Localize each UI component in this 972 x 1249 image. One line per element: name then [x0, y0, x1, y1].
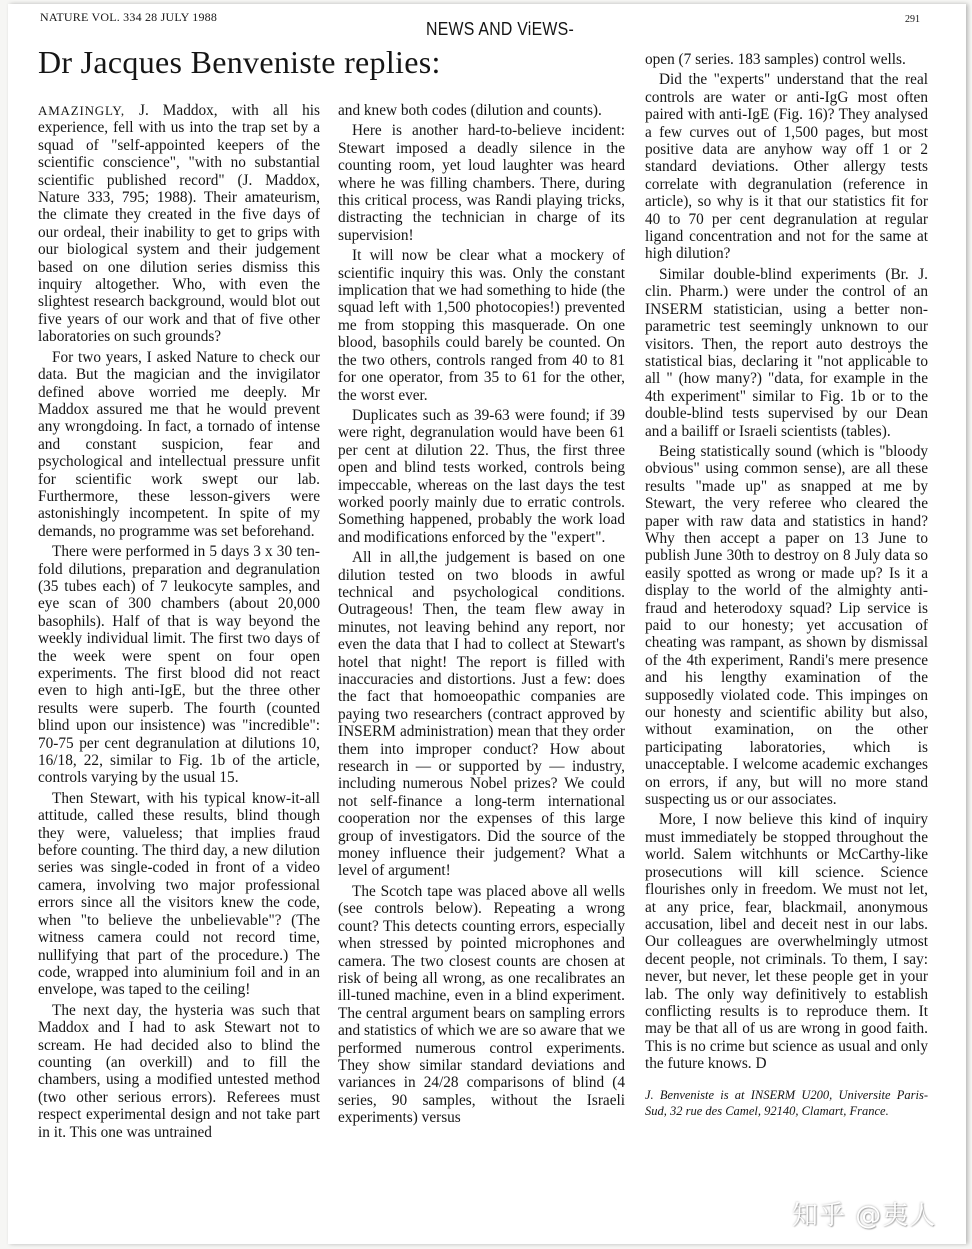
journal-header: NATURE VOL. 334 28 JULY 1988 — [40, 10, 218, 24]
paragraph: There were performed in 5 days 3 x 30 ten-fold dilutions, preparation and degranulation (35 tubes each) of 7 leukocyte samples, and eye scan of 300 chambers (about 20,000 basophils). Half of that is way beyond the weekly individual limit. The first two days of the week were spent on four open experiments. The first blood did not react even to high anti-IgE, but the three other results were superb. The fourth (counted blind upon our insistence) was "incredible": 70-75 per cent degranulation at dilutions 10, 16/18, 22, similar to Fig. 1b of the article, controls varying by the usual 15. — [38, 543, 320, 787]
paragraph: It will now be clear what a mockery of scientific inquiry this was. Only the constant implication that we had something to hide (the squad left with 1,500 photocopies!) prevented me from stopping this masquerade. On one blood, basophils could barely be counted. On the two others, controls ranged from 40 to 81 for one operator, from 35 to 61 for the other, the worst ever. — [338, 247, 625, 404]
page-number: 291 — [905, 14, 920, 25]
paragraph: Being statistically sound (which is "bloody obvious" using common sense), are all these results "made up" as snapped at me by Stewart, the very referee who cleared the paper with raw data and statistics in hand? Why then accept a paper on 13 June to publish June 30th to destroy on 8 July data so easily spotted as wrong or made up? Is it a display to the world of the almighty anti-fraud and heterodoxy squad? Lip service is paid to our honesty; yet accusation of cheating was rampant, as shown by dismissal of the 4th experiment, Randi's mere presence and his lengthy examination of the supposedly violated code. This impinges on our honesty and scientific ability but also, without examination, on the other participating laboratories, which is unacceptable. I welcome academic exchanges on errors, if any, but will no more stand suspecting us or our associates. — [645, 442, 928, 809]
paragraph: For two years, I asked Nature to check our data. But the magician and the invigilator defined above worried me deeply. Mr Maddox assured me that he would prevent any wrongdoing. In fact, a tornado of intense and constant suspicion, fear and psychological and intellectual pressure unfit for scientific work swept our lab. Furthermore, these lesson-givers were astonishingly incompetent. In spite of my demands, no programme was set beforehand. — [38, 348, 320, 540]
paragraph: The Scotch tape was placed above all wells (see controls below). Repeating a wrong count? This detects counting errors, especially when stressed by pointed microphones and camera. The two closest counts are chosen at risk of being all wrong, as one recalibrates an ill-tuned machine, even in a blind experiment. The central argument bears on sampling errors and statistics of which we are so aware that we performed numerous control experiments. They show similar standard deviations and variances in 24/28 comparisons of blind (4 series, 90 samples, without the Israeli experiments) versus — [338, 882, 625, 1127]
column-2 — [338, 102, 625, 1130]
paragraph: More, I now believe this kind of inquiry must immediately be stopped throughout the world. Salem witchhunts or McCarthy-like prosecutions will kill science. Science flourishes only in freedom. We must not let, at any price, fear, blackmail, anonymous accusation, libel and deceit nest in our labs. Our colleagues are overwhelmingly utmost decent people, not criminals. To them, I say: never, but never, let these people get in your lab. The only way definitively to establish conflicting results is to reproduce them. It may be that all of us are wrong in good faith. This is no crime but science as usual and only the future knows. D — [645, 811, 928, 1073]
paragraph: Did the "experts" understand that the real controls are water or anti-IgG most often paired with anti-IgE (Fig. 16)? They analysed a few curves out of 1,500 pages, but most positive data are anyhow way off 1 or 2 standard deviations. Other allergy tests correlate with degranulation (reference in article), so why is it that our statistics fit for 40 to 70 per cent degranulation at regular ligand concentration and not for the same at high dilution? — [645, 71, 928, 263]
column-3 — [645, 51, 928, 1119]
paragraph: The next day, the hysteria was such that Maddox and I had to ask Stewart not to scream. He had decided also to blind the counting (an overkill) and to fill the chambers, using a modified untested method (two other serious errors). Referees must respect experimental design and not take part in it. This one was untrained — [38, 1001, 320, 1141]
paragraph: Here is another hard-to-believe incident: Stewart imposed a deadly silence in the counting room, yet loud laughter was heard where he was filling chambers. There, during this critical process, was Randi playing tricks, distracting the technician in charge of its supervision! — [338, 122, 625, 244]
author-affiliation: J. Benveniste is at INSERM U200, Universite Paris-Sud, 32 rue des Camel, 92140, Clamart, France. — [645, 1087, 928, 1118]
paragraph: Duplicates such as 39-63 were found; if 39 were right, degranulation would have been 61 per cent at dilution 22. Thus, the first three open and blind tests worked, controls being impeccable, whereas on the last days the test worked poorly mainly due to erratic controls. Something happened, probably the work load and modifications enforced by the "expert". — [338, 406, 625, 546]
watermark: 知乎 @夷人 — [792, 1201, 937, 1231]
paragraph: and knew both codes (dilution and counts). — [338, 102, 602, 119]
paragraph: Similar double-blind experiments (Br. J. clin. Pharm.) were under the control of an INSERM statistician, using a better non-parametric test seemingly unknown to our visitors. Then, the report auto destroys the statistical bias, declaring it "not applicable to all " (how many?) "data, for example in the 4th experiment" similar to Fig. 1b or to the double-blind tests supervised by our Dean and a bailiff or Israeli scientists (tables). — [645, 265, 928, 440]
article-title: Dr Jacques Benveniste replies: — [38, 44, 441, 80]
paragraph: Then Stewart, with his typical know-it-all attitude, called these results, blind though they were, valueless; that implies fraud before counting. The third day, a new dilution series was single-coded in front of a video camera, involving two major professional errors since all the visitors knew the code, when "to believe the unbelievable"? (The witness camera could not record time, nullifying that part of the procedure.) The code, wrapped into aluminium foil and in an envelope, was taped to the ceiling! — [38, 789, 320, 999]
lead-in: AMAZINGLY, — [38, 103, 125, 118]
paragraph: open (7 series. 183 samples) control wells. — [645, 51, 906, 68]
paragraph: AMAZINGLY, J. Maddox, with all his experience, fell with us into the trap set by a squad of "self-appointed keepers of the scientific conscience", "with no substantial scientific published record" (J. Maddox, Nature 333, 795; 1988). Their amateurism, the climate they created in the five days of our ordeal, their inability to get to grips with our biological system and their judgement based on one dilution series dismiss this inquiry altogether. Who, with even the slightest research background, would blot out five years of our work and that of five other laboratories on such grounds? — [38, 102, 320, 346]
column-1 — [38, 102, 320, 1144]
paragraph: All in all,the judgement is based on one dilution tested on two bloods in awful technical and psychological conditions. Outrageous! Then, the team flew away in minutes, not leaving behind any report, nor even the data that I had to collect at Stewart's hotel that night! The report is filled with inaccuracies and distortions. Just a few: does the fact that homoeopathic companies are paying two researchers (contract approved by INSERM administration) mean that they order them into improper conduct? How about research in — or supported by — industry, including numerous Nobel prizes? We could not self-finance a long-term international cooperation nor the expenses of this large group of investigators. Did the source of the money influence their judgement? What a level of argument! — [338, 549, 625, 880]
section-header: NEWS AND ViEWS- — [426, 19, 575, 39]
